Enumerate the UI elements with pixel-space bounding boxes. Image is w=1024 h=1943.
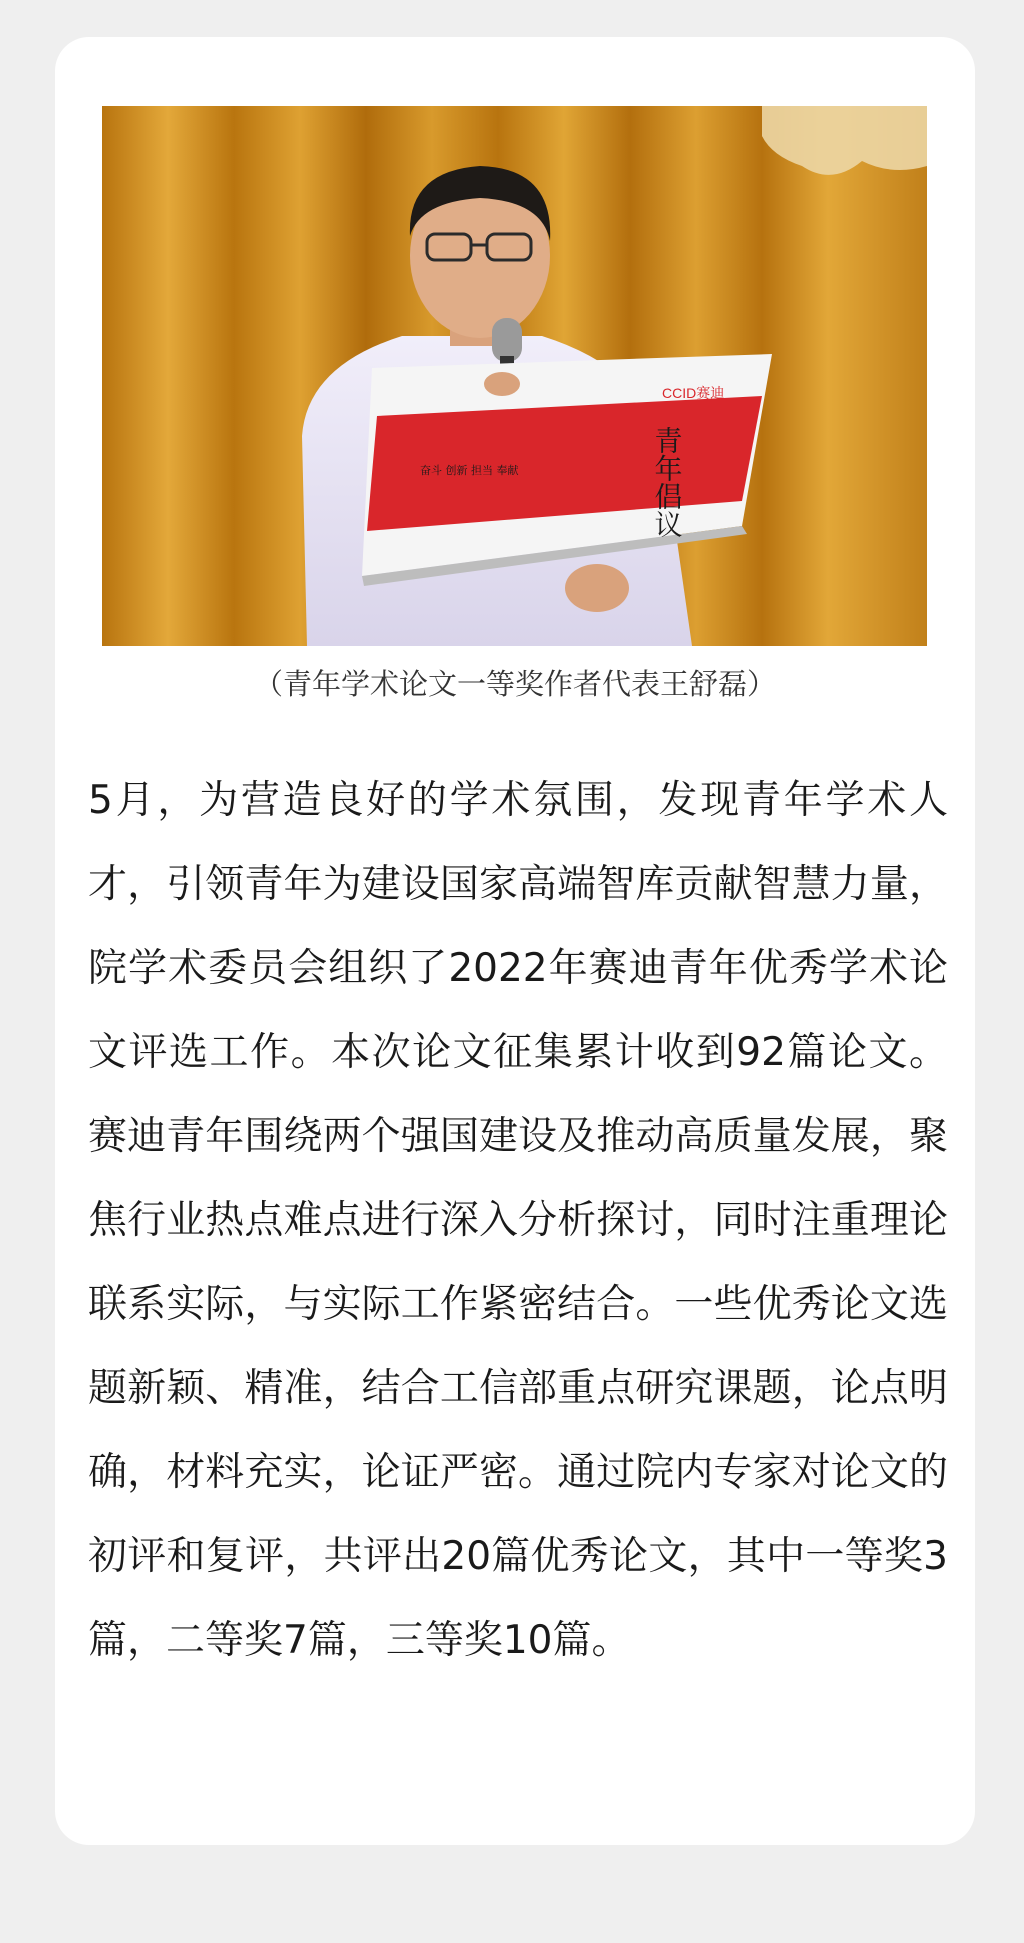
photo-illustration bbox=[102, 106, 927, 646]
book-title: 青年倡议 bbox=[650, 426, 684, 538]
article-card bbox=[55, 37, 975, 1845]
book-subtitle: 奋斗 创新 担当 奉献 bbox=[420, 464, 519, 477]
photo-caption: （青年学术论文一等奖作者代表王舒磊） bbox=[253, 667, 776, 701]
article-body: 5月，为营造良好的学术氛围，发现青年学术人才，引领青年为建设国家高端智库贡献智慧力量，院学术委员会组织了2022年赛迪青年优秀学术论文评选工作。本次论文征集累计收到92篇论文。赛迪青年围绕两个强国建设及推动高质量发展，聚焦行业热点难点进行深入分析探讨，同时注重理论联系实际，与实际工作紧密结合。一些优秀论文选题新颖、精准，结合工信部重点研究课题，论点明确，材料充实，论证严密。通过院内专家对论文的初评和复评，共评出20篇优秀论文，其中一等奖3篇，二等奖7篇，三等奖10篇。 bbox=[88, 778, 948, 1663]
article-photo bbox=[102, 106, 927, 646]
book-logo: CCID赛迪 bbox=[662, 385, 725, 401]
